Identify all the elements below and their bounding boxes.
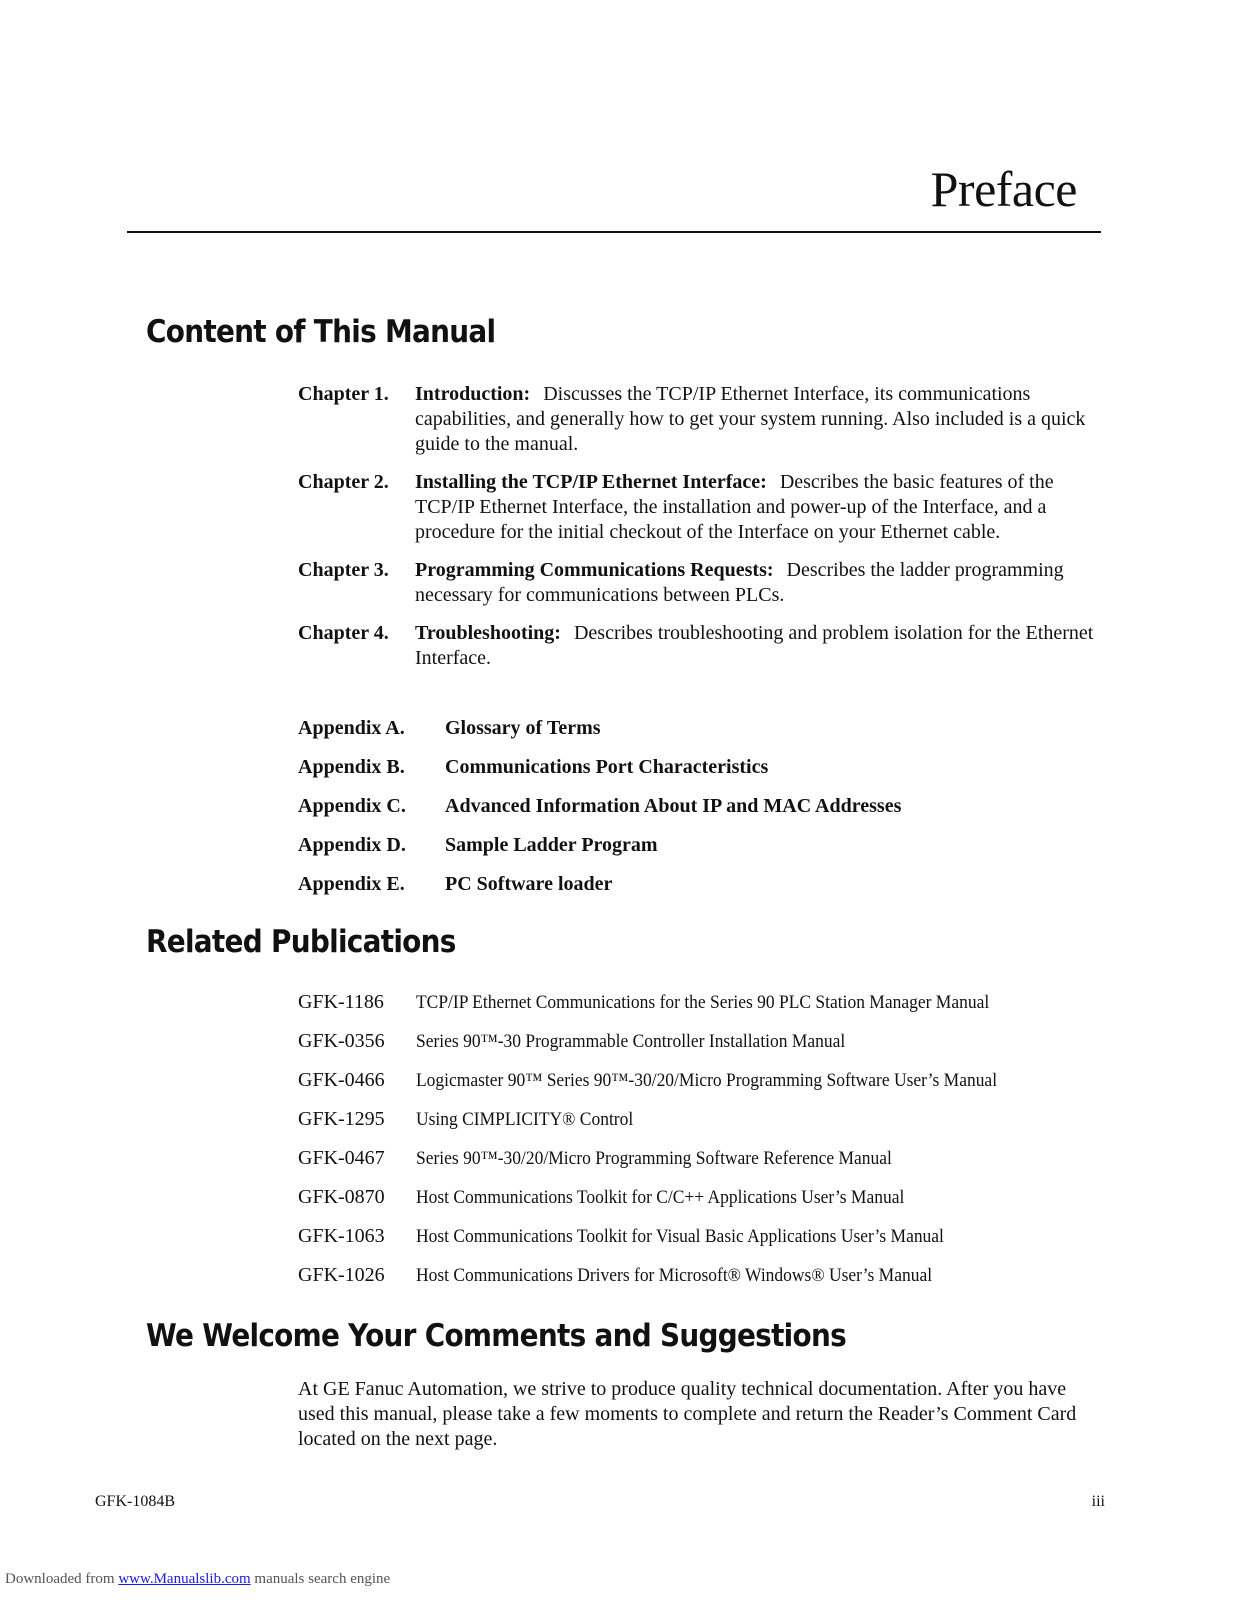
appendix-title: Sample Ladder Program <box>445 834 658 856</box>
chapter-description: Describes the ladder programming necessary for communications between PLCs. <box>415 559 1064 606</box>
appendix-item <box>298 833 901 872</box>
appendix-title: Glossary of Terms <box>445 717 601 739</box>
appendix-list <box>298 716 901 911</box>
chapter-body <box>415 382 1098 457</box>
appendix-title: PC Software loader <box>445 873 613 895</box>
chapter-item <box>298 621 1098 671</box>
download-prefix: Downloaded from <box>5 1571 119 1587</box>
publication-item <box>298 1068 1098 1107</box>
publication-item <box>298 1107 1098 1146</box>
appendix-label: Appendix C. <box>298 795 406 817</box>
chapter-description: Discusses the TCP/IP Ethernet Interface, its communications capabilities, and generally how to get your system running. Also included is a quick guide to the manual. <box>415 383 1086 455</box>
chapter-title: Troubleshooting: <box>415 622 561 644</box>
chapter-description: Describes troubleshooting and problem isolation for the Ethernet Interface. <box>415 622 1094 669</box>
publication-number: GFK-1026 <box>298 1264 385 1286</box>
chapter-label: Chapter 1. <box>298 383 389 405</box>
title-rule <box>127 231 1101 233</box>
appendix-label: Appendix B. <box>298 756 405 778</box>
chapter-item <box>298 382 1098 457</box>
publication-title: Logicmaster 90™ Series 90™-30/20/Micro Programming Software User’s Manual <box>416 1070 998 1091</box>
chapter-item <box>298 470 1098 545</box>
chapter-body <box>415 558 1098 608</box>
chapter-item <box>298 558 1098 608</box>
publication-title: TCP/IP Ethernet Communications for the Series 90 PLC Station Manager Manual <box>416 992 990 1013</box>
publication-number: GFK-0870 <box>298 1186 385 1208</box>
footer-page-number: iii <box>1091 1493 1105 1510</box>
appendix-label: Appendix A. <box>298 717 405 739</box>
publication-item <box>298 1263 1098 1302</box>
publication-title: Series 90™-30/20/Micro Programming Software Reference Manual <box>416 1148 892 1169</box>
chapter-title: Installing the TCP/IP Ethernet Interface: <box>415 471 767 493</box>
publication-item <box>298 990 1098 1029</box>
publication-number: GFK-0356 <box>298 1030 385 1052</box>
publication-item <box>298 1029 1098 1068</box>
page-title: Preface <box>930 161 1077 217</box>
publication-number: GFK-0466 <box>298 1069 385 1091</box>
download-footer <box>5 1571 390 1588</box>
publication-item <box>298 1146 1098 1185</box>
publication-item <box>298 1185 1098 1224</box>
publication-title: Series 90™-30 Programmable Controller Installation Manual <box>416 1031 846 1052</box>
chapter-title: Introduction: <box>415 383 531 405</box>
chapter-title: Programming Communications Requests: <box>415 559 774 581</box>
chapter-body <box>415 470 1098 545</box>
appendix-label: Appendix E. <box>298 873 405 895</box>
comments-heading: We Welcome Your Comments and Suggestions <box>146 1318 847 1354</box>
chapter-label: Chapter 4. <box>298 622 389 644</box>
content-heading: Content of This Manual <box>146 314 496 350</box>
publication-number: GFK-1186 <box>298 991 384 1013</box>
chapter-label: Chapter 3. <box>298 559 389 581</box>
publication-item <box>298 1224 1098 1263</box>
publication-list <box>298 990 1098 1302</box>
appendix-title: Communications Port Characteristics <box>445 756 769 778</box>
publication-number: GFK-1063 <box>298 1225 385 1247</box>
chapter-body <box>415 621 1098 671</box>
publication-number: GFK-1295 <box>298 1108 385 1130</box>
publication-title: Host Communications Drivers for Microsoft® Windows® User’s Manual <box>416 1265 933 1286</box>
manualslib-link[interactable]: www.Manualslib.com <box>118 1571 251 1587</box>
appendix-item <box>298 716 901 755</box>
publication-title: Host Communications Toolkit for Visual Basic Applications User’s Manual <box>416 1226 944 1247</box>
related-publications-heading: Related Publications <box>146 924 456 960</box>
publication-number: GFK-0467 <box>298 1147 385 1169</box>
appendix-item <box>298 794 901 833</box>
appendix-title: Advanced Information About IP and MAC Addresses <box>445 795 902 817</box>
chapter-label: Chapter 2. <box>298 471 389 493</box>
publication-title: Host Communications Toolkit for C/C++ Applications User’s Manual <box>416 1187 905 1208</box>
appendix-item <box>298 755 901 794</box>
footer-document-id: GFK-1084B <box>95 1493 176 1510</box>
chapter-description: Describes the basic features of the TCP/IP Ethernet Interface, the installation and power-up of the Interface, and a procedure for the initial checkout of the Interface on your Ethernet cable. <box>415 471 1054 543</box>
appendix-label: Appendix D. <box>298 834 406 856</box>
publication-title: Using CIMPLICITY® Control <box>416 1109 634 1130</box>
appendix-item <box>298 872 901 911</box>
download-suffix: manuals search engine <box>250 1571 391 1587</box>
chapter-list <box>298 382 1098 684</box>
comments-paragraph: At GE Fanuc Automation, we strive to produce quality technical documentation. After you have used this manual, please take a few moments to complete and return the Reader’s Comment Card located on the next page. <box>298 1378 1077 1450</box>
